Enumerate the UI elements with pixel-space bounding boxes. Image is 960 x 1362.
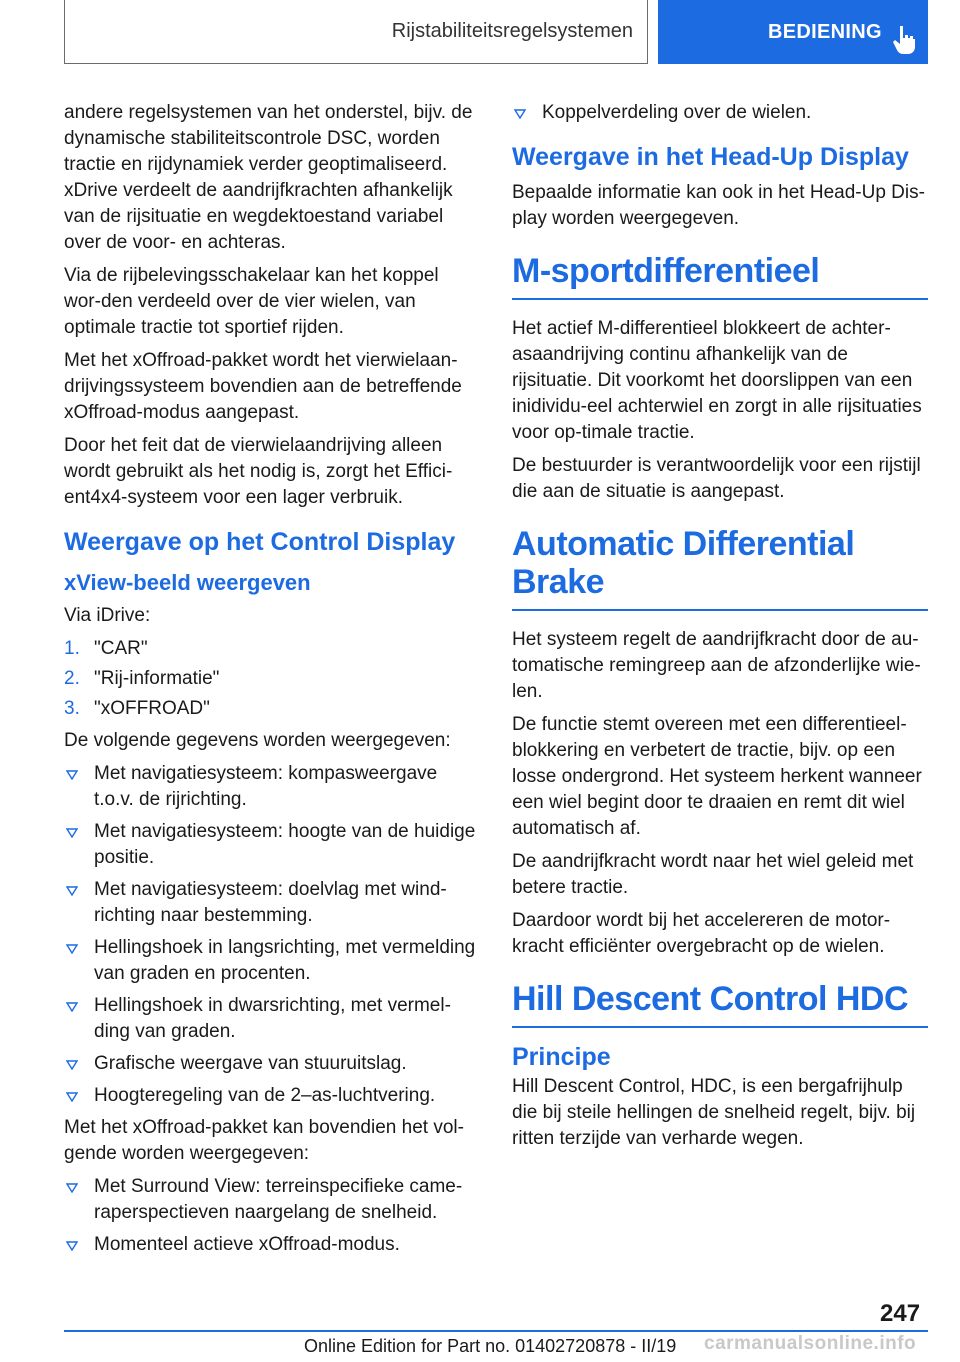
chapter-title: BEDIENING <box>768 20 882 43</box>
list-item <box>512 100 928 126</box>
heading-automatic-differential-brake: Automatic Differential Brake <box>512 525 928 611</box>
bullet-text: Hellingshoek in dwarsrichting, met vermel-ding van graden. <box>94 995 451 1042</box>
edition-text: Online Edition for Part no. 01402720878 - II/19 <box>304 1336 677 1356</box>
paragraph: Met het xOffroad-pakket kan bovendien het vol-gende worden weergegeven: <box>64 1117 464 1164</box>
section-title: Rijstabiliteitsregelsystemen <box>391 20 633 42</box>
paragraph: Via de rijbelevingsschakelaar kan het koppel wor-den verdeeld over de vier wielen, van optimale tractie tot sportief rijden. <box>64 265 439 338</box>
heading-xview: xView-beeld weergeven <box>64 570 311 595</box>
list-item <box>64 1232 480 1258</box>
bullet-text: Momenteel actieve xOffroad-modus. <box>94 1234 400 1255</box>
left-column <box>64 100 480 1264</box>
heading-head-up-display: Weergave in het Head-Up Display <box>512 143 909 171</box>
paragraph: Het systeem regelt de aandrijfkracht door de au-tomatische remingreep aan de afzonderlijke wie-len. <box>512 629 921 702</box>
list-item <box>64 666 480 692</box>
hand-pointer-icon <box>892 24 918 54</box>
bullet-text: Hellingshoek in langsrichting, met vermelding van graden en procenten. <box>94 937 476 984</box>
bullet-list <box>64 1174 480 1258</box>
heading-principe: Principe <box>512 1043 611 1071</box>
right-column <box>512 100 928 1159</box>
list-item <box>64 1174 480 1226</box>
list-item <box>64 696 480 722</box>
list-item <box>64 1083 480 1109</box>
bullet-text: Met navigatiesysteem: hoogte van de huidige positie. <box>94 821 476 868</box>
triangle-bullet-icon <box>66 1060 78 1070</box>
list-item <box>64 935 480 987</box>
triangle-bullet-icon <box>66 770 78 780</box>
triangle-bullet-icon <box>66 1092 78 1102</box>
paragraph: Daardoor wordt bij het accelereren de motor-kracht efficiënter overgebracht op de wielen. <box>512 910 891 957</box>
triangle-bullet-icon <box>66 886 78 896</box>
heading-hill-descent-control: Hill Descent Control HDC <box>512 980 928 1028</box>
paragraph: Het actief M-differentieel blokkeert de achter-asaandrijving continu afhankelijk van de rijsituatie. Dit voorkomt het doorslippen van een inidividu-eel achterwiel en zorgt in alle rijsituaties voor op-timale tractie. <box>512 318 922 443</box>
paragraph: Bepaalde informatie kan ook in het Head-Up Dis-play worden weergegeven. <box>512 182 925 229</box>
triangle-bullet-icon <box>66 1183 78 1193</box>
list-item <box>64 1051 480 1077</box>
bullet-text: Grafische weergave van stuuruitslag. <box>94 1053 407 1074</box>
paragraph: De volgende gegevens worden weergegeven: <box>64 730 451 751</box>
footer-divider <box>64 1330 928 1332</box>
paragraph: De bestuurder is verantwoordelijk voor een rijstijl die aan de situatie is aangepast. <box>512 455 921 502</box>
step-text: "xOFFROAD" <box>94 698 210 719</box>
heading-m-sport-differential: M-sportdifferentieel <box>512 252 928 300</box>
bullet-text: Koppelverdeling over de wielen. <box>542 102 812 123</box>
triangle-bullet-icon <box>66 944 78 954</box>
section-header <box>64 0 648 64</box>
paragraph: Met het xOffroad-pakket wordt het vierwielaan-drijvingssysteem bovendien aan de betreffende xOffroad-modus aangepast. <box>64 350 462 423</box>
bullet-text: Met navigatiesysteem: doelvlag met wind-richting naar bestemming. <box>94 879 447 926</box>
bullet-list <box>64 761 480 1109</box>
paragraph: andere regelsystemen van het onderstel, bijv. de dynamische stabiliteitscontrole DSC, worden tractie en rijdynamiek verder geoptimaliseerd. xDrive verdeelt de aandrijfkrachten afhankelijk van de rijsituatie en wegdektoestand variabel over de voor- en achteras. <box>64 102 473 253</box>
step-number: 1. <box>64 638 80 659</box>
paragraph: Door het feit dat de vierwielaandrijving alleen wordt gebruikt als het nodig is, zorgt het Effici-ent4x4-systeem voor een lager verbruik. <box>64 435 453 508</box>
watermark-brand: carmanualsonline.info <box>704 1333 917 1354</box>
triangle-bullet-icon <box>66 1241 78 1251</box>
paragraph: Via iDrive: <box>64 605 151 626</box>
list-item <box>64 993 480 1045</box>
page-number: 247 <box>880 1300 921 1327</box>
triangle-bullet-icon <box>514 109 526 119</box>
bullet-list <box>512 100 928 126</box>
list-item <box>64 636 480 662</box>
heading-control-display: Weergave op het Control Display <box>64 528 456 556</box>
triangle-bullet-icon <box>66 1002 78 1012</box>
paragraph: Hill Descent Control, HDC, is een bergafrijhulp die bij steile hellingen de snelheid regelt, bijv. bij ritten terzijde van verharde wegen. <box>512 1076 916 1149</box>
triangle-bullet-icon <box>66 828 78 838</box>
step-text: "CAR" <box>94 638 148 659</box>
step-number: 3. <box>64 698 80 719</box>
chapter-tab <box>658 0 928 64</box>
bullet-text: Hoogteregeling van de 2–as-luchtvering. <box>94 1085 436 1106</box>
paragraph: De functie stemt overeen met een differentieel-blokkering en verbetert de tractie, bijv. op een losse ondergrond. Het systeem herkent wanneer een wiel begint door te draaien en remt dit wiel automatisch af. <box>512 714 922 839</box>
bullet-text: Met navigatiesysteem: kompasweergave t.o.v. de rijrichting. <box>94 763 438 810</box>
step-number: 2. <box>64 668 80 689</box>
list-item <box>64 877 480 929</box>
step-list <box>64 636 480 722</box>
paragraph: De aandrijfkracht wordt naar het wiel geleid met betere tractie. <box>512 851 914 898</box>
list-item <box>64 819 480 871</box>
bullet-text: Met Surround View: terreinspecifieke came-raperspectieven naargelang de snelheid. <box>94 1176 463 1223</box>
step-text: "Rij-informatie" <box>94 668 220 689</box>
list-item <box>64 761 480 813</box>
